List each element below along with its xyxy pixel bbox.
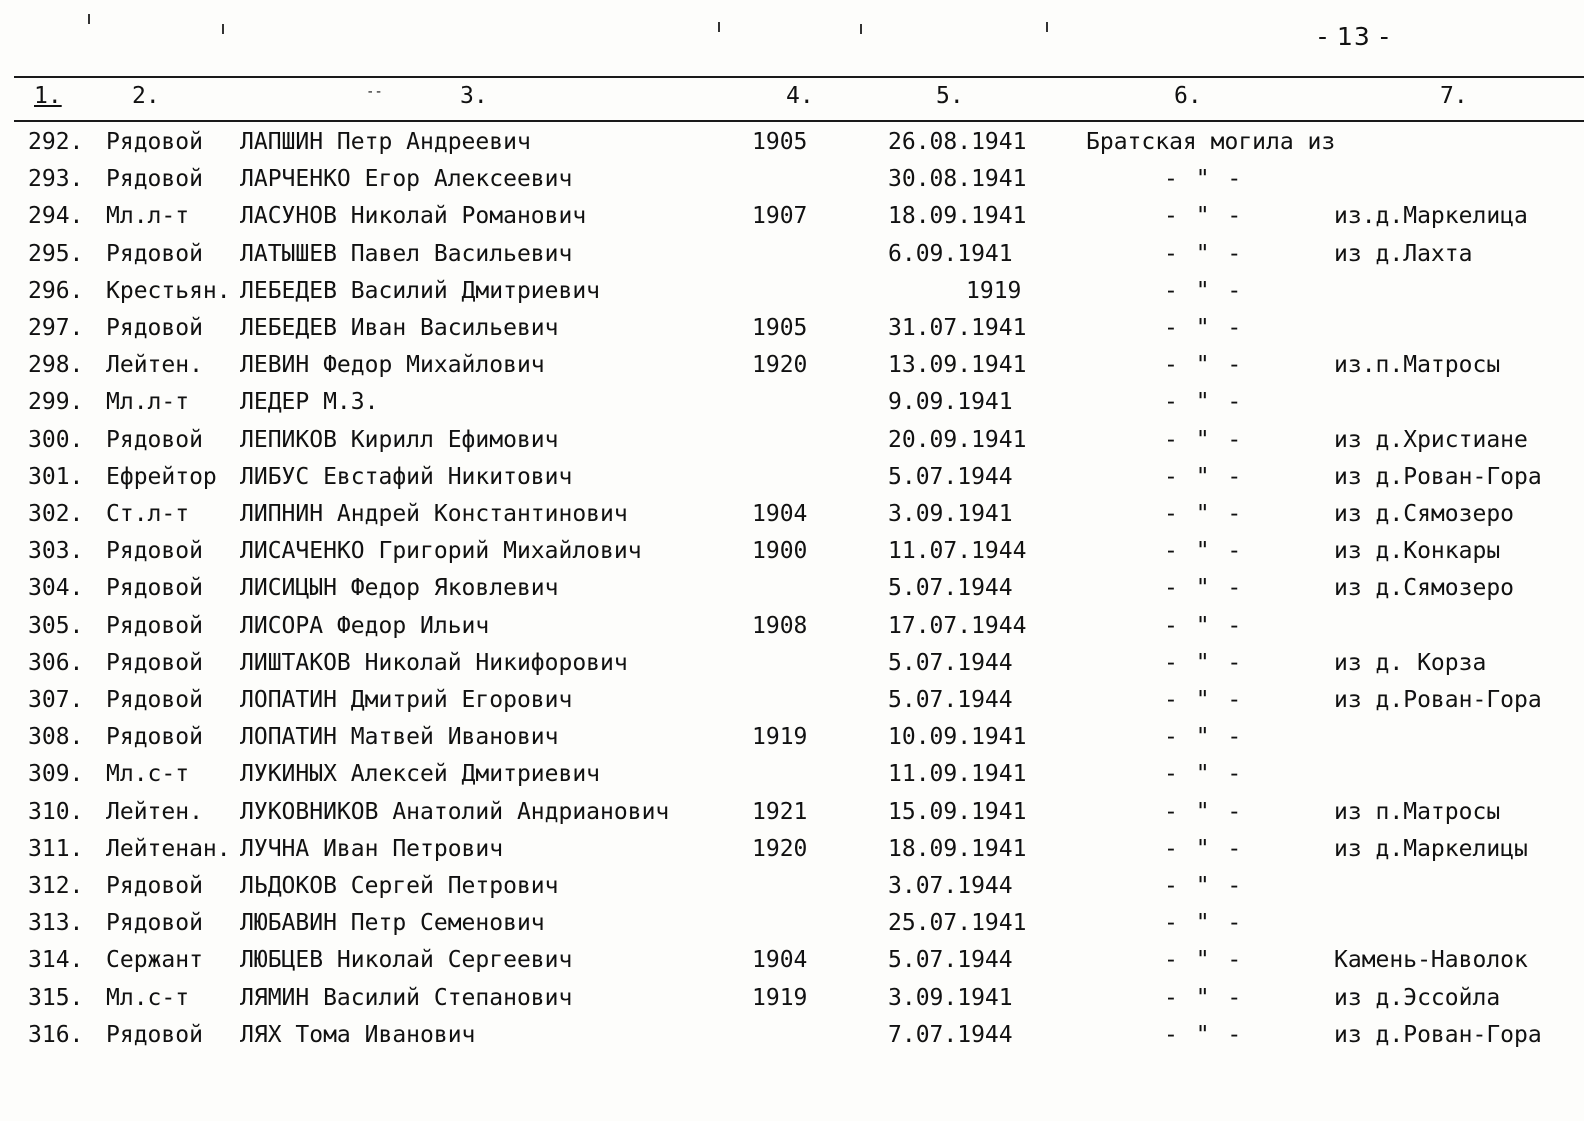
row-number: 296. <box>28 277 84 304</box>
row-rank: Рядовой <box>106 575 203 602</box>
row-death-date: 6.09.1941 <box>888 240 1013 267</box>
table-row <box>0 347 1584 383</box>
row-birth-year: 1904 <box>752 501 808 527</box>
table-row <box>0 980 1584 1016</box>
row-fullname: ЛИБУС Евстафий Никитович <box>240 463 573 490</box>
row-burial: - " - <box>1164 277 1244 304</box>
row-number: 292. <box>28 129 84 155</box>
table-row <box>0 608 1584 644</box>
row-fullname: ЛИСОРА Федор Ильич <box>240 612 490 639</box>
row-fullname: ЛЕБЕДЕВ Иван Васильевич <box>240 315 559 341</box>
row-fullname: ЛЕПИКОВ Кирилл Ефимович <box>240 426 559 453</box>
table-row <box>0 794 1584 830</box>
row-death-date: 3.07.1944 <box>888 873 1013 899</box>
row-birth-year: 1921 <box>752 798 808 825</box>
row-number: 310. <box>28 798 84 825</box>
row-rank: Рядовой <box>106 426 203 453</box>
row-burial: - " - <box>1164 315 1244 341</box>
row-fullname: ЛИСАЧЕНКО Григорий Михайлович <box>240 538 642 565</box>
row-number: 300. <box>28 426 84 453</box>
row-fullname: ЛЯМИН Василий Степанович <box>240 984 573 1011</box>
row-birth-year: 1919 <box>752 984 808 1011</box>
row-death-date: 18.09.1941 <box>888 835 1027 862</box>
row-death-date: 5.07.1944 <box>888 575 1013 602</box>
row-burial: - " - <box>1164 687 1244 713</box>
table-row <box>0 310 1584 346</box>
table-row <box>0 682 1584 718</box>
row-fullname: ЛУЧНА Иван Петрович <box>240 835 504 862</box>
row-number: 312. <box>28 873 84 899</box>
table-row <box>0 905 1584 941</box>
row-burial: Братская могила из <box>1086 129 1336 155</box>
header-col-3: 3. <box>460 83 488 109</box>
row-fullname: ЛАТЫШЕВ Павел Васильевич <box>240 240 573 267</box>
row-number: 308. <box>28 724 84 751</box>
row-rank: Рядовой <box>106 612 203 639</box>
row-rank: Рядовой <box>106 687 203 713</box>
table-row <box>0 942 1584 978</box>
row-death-date: 11.09.1941 <box>888 761 1027 788</box>
scan-speck <box>860 24 862 34</box>
row-burial: - " - <box>1164 463 1244 490</box>
row-number: 293. <box>28 166 84 193</box>
row-rank: Мл.с-т <box>106 761 190 788</box>
scan-speck <box>88 14 90 24</box>
scan-speck <box>222 24 224 34</box>
row-rank: Рядовой <box>106 240 203 267</box>
header-rule <box>14 120 1584 122</box>
row-burial: - " - <box>1164 203 1244 230</box>
row-rank: Рядовой <box>106 538 203 565</box>
row-origin: из д.Сямозеро <box>1334 501 1515 527</box>
row-number: 294. <box>28 203 84 230</box>
row-number: 301. <box>28 463 84 490</box>
row-burial: - " - <box>1164 612 1244 639</box>
row-death-date: 5.07.1944 <box>888 947 1013 974</box>
row-origin: из.п.Матросы <box>1334 352 1501 379</box>
row-burial: - " - <box>1164 389 1244 416</box>
row-number: 305. <box>28 612 84 639</box>
row-death-date: 13.09.1941 <box>888 352 1027 379</box>
table-row <box>0 161 1584 197</box>
row-death-date: 31.07.1941 <box>888 315 1027 341</box>
row-number: 311. <box>28 835 84 862</box>
row-fullname: ЛЕБЕДЕВ Василий Дмитриевич <box>240 277 601 304</box>
row-rank: Крестьян. <box>106 277 231 304</box>
row-death-date: 5.07.1944 <box>888 687 1013 713</box>
row-birth-year: 1920 <box>752 352 808 379</box>
row-death-date: 25.07.1941 <box>888 910 1027 937</box>
table-row <box>0 719 1584 755</box>
row-origin: из д.Маркелицы <box>1334 835 1528 862</box>
row-fullname: ЛАСУНОВ Николай Романович <box>240 203 587 230</box>
row-burial: - " - <box>1164 947 1244 974</box>
row-fullname: ЛАРЧЕНКО Егор Алексеевич <box>240 166 573 193</box>
row-burial: - " - <box>1164 910 1244 937</box>
row-burial: - " - <box>1164 724 1244 751</box>
row-burial: - " - <box>1164 873 1244 899</box>
row-number: 304. <box>28 575 84 602</box>
row-number: 306. <box>28 649 84 676</box>
row-burial: - " - <box>1164 1021 1244 1048</box>
row-rank: Рядовой <box>106 315 203 341</box>
row-origin: из д.Рован-Гора <box>1334 1021 1542 1048</box>
table-row <box>0 868 1584 904</box>
row-rank: Рядовой <box>106 1021 203 1048</box>
scan-speck <box>1046 22 1048 32</box>
row-birth-year: 1908 <box>752 612 808 639</box>
row-rank: Рядовой <box>106 910 203 937</box>
row-origin: из.д.Маркелица <box>1334 203 1528 230</box>
table-row <box>0 273 1584 309</box>
row-burial: - " - <box>1164 240 1244 267</box>
row-birth-year: 1905 <box>752 315 808 341</box>
row-number: 297. <box>28 315 84 341</box>
row-fullname: ЛЮБЦЕВ Николай Сергеевич <box>240 947 573 974</box>
row-death-date: 11.07.1944 <box>888 538 1027 565</box>
header-mark: -- <box>366 84 383 100</box>
table-row <box>0 198 1584 234</box>
table-row <box>0 1017 1584 1053</box>
row-burial: - " - <box>1164 649 1244 676</box>
row-burial: - " - <box>1164 984 1244 1011</box>
row-rank: Рядовой <box>106 724 203 751</box>
row-number: 302. <box>28 501 84 527</box>
row-origin: из д.Христиане <box>1334 426 1528 453</box>
row-burial: - " - <box>1164 835 1244 862</box>
row-burial: - " - <box>1164 166 1244 193</box>
row-origin: Камень-Наволок <box>1334 947 1528 974</box>
row-fullname: ЛИПНИН Андрей Константинович <box>240 501 628 527</box>
scan-speck <box>718 22 720 32</box>
row-burial: - " - <box>1164 501 1244 527</box>
row-number: 307. <box>28 687 84 713</box>
table-row <box>0 459 1584 495</box>
row-fullname: ЛЕДЕР М.З. <box>240 389 379 416</box>
row-origin: из д.Сямозеро <box>1334 575 1515 602</box>
table-row <box>0 645 1584 681</box>
row-death-date: 10.09.1941 <box>888 724 1027 751</box>
row-fullname: ЛИШТАКОВ Николай Никифорович <box>240 649 628 676</box>
row-rank: Мл.л-т <box>106 389 190 416</box>
row-number: 303. <box>28 538 84 565</box>
row-fullname: ЛАПШИН Петр Андреевич <box>240 129 531 155</box>
row-death-date: 5.07.1944 <box>888 649 1013 676</box>
header-col-1: 1. <box>34 83 62 109</box>
row-number: 309. <box>28 761 84 788</box>
row-rank: Рядовой <box>106 166 203 193</box>
table-row <box>0 570 1584 606</box>
table-row <box>0 384 1584 420</box>
row-rank: Рядовой <box>106 129 203 155</box>
row-death-date: 15.09.1941 <box>888 798 1027 825</box>
row-number: 314. <box>28 947 84 974</box>
table-row <box>0 831 1584 867</box>
row-origin: из д.Эссойла <box>1334 984 1501 1011</box>
row-death-date: 5.07.1944 <box>888 463 1013 490</box>
table-row <box>0 422 1584 458</box>
row-rank: Лейтен. <box>106 798 203 825</box>
row-rank: Мл.с-т <box>106 984 190 1011</box>
row-fullname: ЛУКИНЫХ Алексей Дмитриевич <box>240 761 601 788</box>
row-rank: Лейтен. <box>106 352 203 379</box>
table-header <box>0 78 1584 114</box>
row-fullname: ЛЬДОКОВ Сергей Петрович <box>240 873 559 899</box>
row-death-date: 26.08.1941 <box>888 129 1027 155</box>
row-burial: - " - <box>1164 575 1244 602</box>
table-row <box>0 236 1584 272</box>
row-death-date: 30.08.1941 <box>888 166 1027 193</box>
header-col-2: 2. <box>132 83 160 109</box>
row-number: 298. <box>28 352 84 379</box>
row-number: 313. <box>28 910 84 937</box>
row-fullname: ЛОПАТИН Дмитрий Егорович <box>240 687 573 713</box>
row-fullname: ЛИСИЦЫН Федор Яковлевич <box>240 575 559 602</box>
row-fullname: ЛЕВИН Федор Михайлович <box>240 352 545 379</box>
row-burial: - " - <box>1164 761 1244 788</box>
header-col-6: 6. <box>1174 83 1202 109</box>
row-birth-year: 1920 <box>752 835 808 862</box>
row-death-date: 20.09.1941 <box>888 426 1027 453</box>
row-rank: Рядовой <box>106 649 203 676</box>
row-fullname: ЛЯХ Тома Иванович <box>240 1021 476 1048</box>
row-death-date: 7.07.1944 <box>888 1021 1013 1048</box>
page-number: - 13 - <box>1318 22 1390 51</box>
row-rank: Ефрейтор <box>106 463 217 490</box>
table-row <box>0 496 1584 532</box>
row-number: 295. <box>28 240 84 267</box>
table-row <box>0 124 1584 160</box>
row-death-date: 9.09.1941 <box>888 389 1013 416</box>
row-fullname: ЛОПАТИН Матвей Иванович <box>240 724 559 751</box>
table-row <box>0 756 1584 792</box>
row-birth-year: 1904 <box>752 947 808 974</box>
row-origin: из д.Рован-Гора <box>1334 463 1542 490</box>
row-origin: из п.Матросы <box>1334 798 1501 825</box>
row-death-date: 1919 <box>966 277 1022 304</box>
row-birth-year: 1907 <box>752 203 808 230</box>
row-death-date: 3.09.1941 <box>888 501 1013 527</box>
row-birth-year: 1919 <box>752 724 808 751</box>
header-col-7: 7. <box>1440 83 1468 109</box>
table-row <box>0 533 1584 569</box>
row-fullname: ЛЮБАВИН Петр Семенович <box>240 910 545 937</box>
row-rank: Сержант <box>106 947 203 974</box>
row-fullname: ЛУКОВНИКОВ Анатолий Андрианович <box>240 798 670 825</box>
row-rank: Рядовой <box>106 873 203 899</box>
row-number: 315. <box>28 984 84 1011</box>
row-death-date: 3.09.1941 <box>888 984 1013 1011</box>
header-col-4: 4. <box>786 83 814 109</box>
row-origin: из д.Рован-Гора <box>1334 687 1542 713</box>
row-origin: из д. Корза <box>1334 649 1487 676</box>
row-number: 316. <box>28 1021 84 1048</box>
row-birth-year: 1900 <box>752 538 808 565</box>
row-rank: Мл.л-т <box>106 203 190 230</box>
row-burial: - " - <box>1164 538 1244 565</box>
row-rank: Лейтенан. <box>106 835 231 862</box>
row-death-date: 17.07.1944 <box>888 612 1027 639</box>
row-burial: - " - <box>1164 352 1244 379</box>
header-col-5: 5. <box>936 83 964 109</box>
row-birth-year: 1905 <box>752 129 808 155</box>
row-burial: - " - <box>1164 426 1244 453</box>
row-burial: - " - <box>1164 798 1244 825</box>
row-origin: из д.Конкары <box>1334 538 1501 565</box>
row-number: 299. <box>28 389 84 416</box>
row-rank: Ст.л-т <box>106 501 190 527</box>
row-death-date: 18.09.1941 <box>888 203 1027 230</box>
row-origin: из д.Лахта <box>1334 240 1473 267</box>
